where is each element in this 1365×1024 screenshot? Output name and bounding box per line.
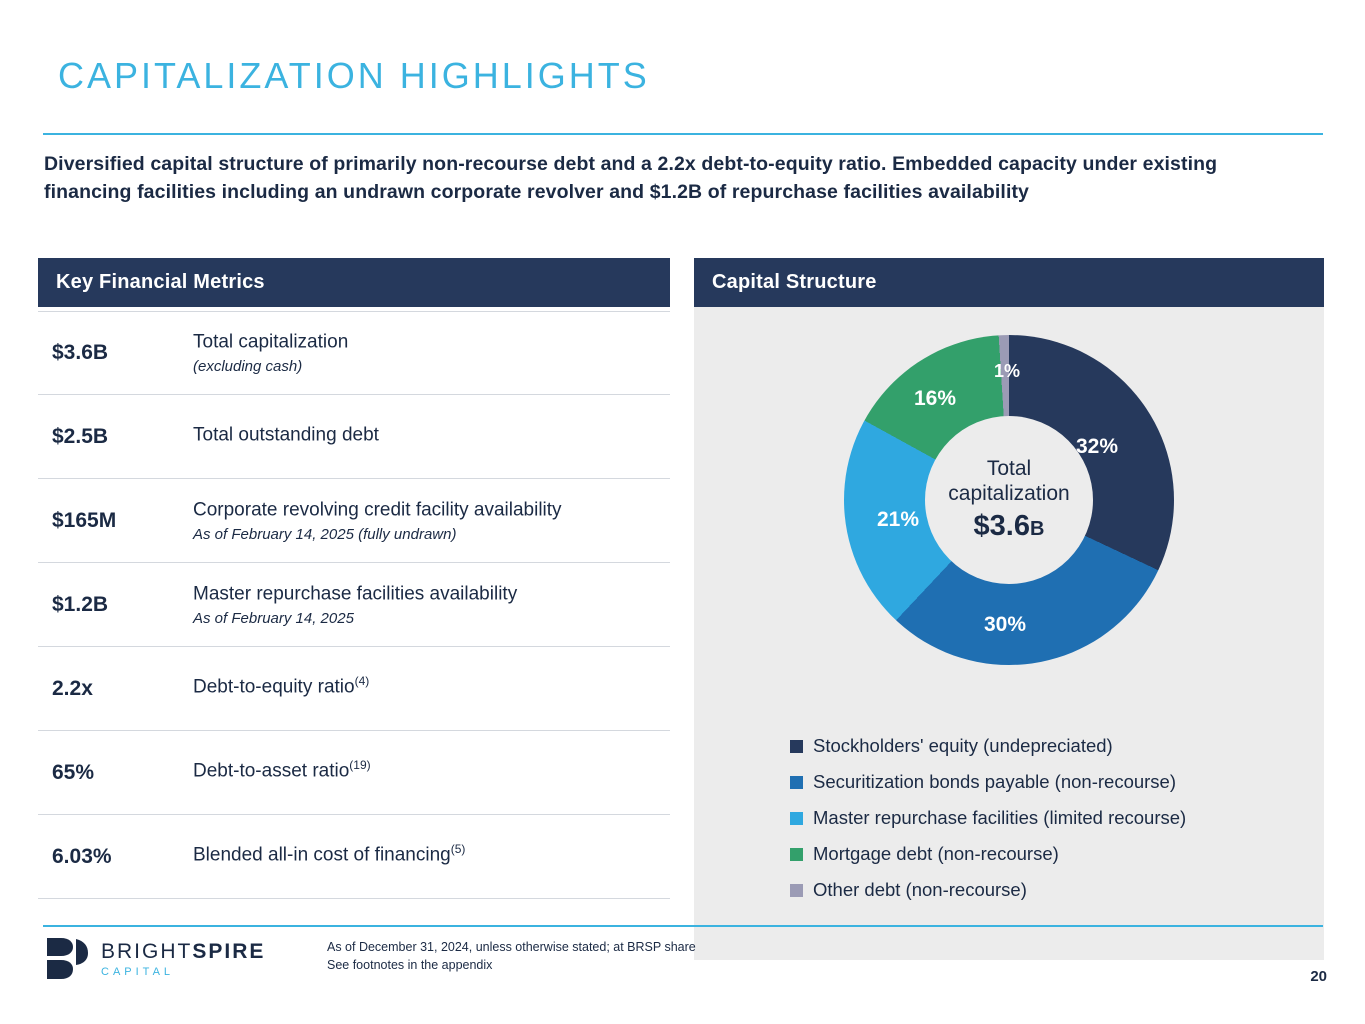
legend-swatch-icon [790,776,803,789]
logo-name-light: BRIGHT [101,939,193,963]
table-row [38,311,670,395]
legend-label: Other debt (non-recourse) [813,879,1027,900]
legend-label: Master repurchase facilities (limited recourse) [813,807,1187,828]
capital-structure-panel [694,258,1324,960]
key-metrics-header: Key Financial Metrics [38,258,670,307]
donut-chart [844,335,1174,665]
legend-item [790,807,1310,829]
table-row [38,395,670,479]
title-divider [43,133,1323,135]
metric-label: Debt-to-asset ratio [193,760,350,782]
slice-label-1: 30% [984,613,1027,636]
legend-item [790,735,1310,757]
metric-description [193,329,670,377]
metric-label: Master repurchase facilities availability [193,583,518,605]
legend-label: Securitization bonds payable (non-recourse) [813,771,1177,792]
metric-value: 6.03% [52,844,112,868]
footnote-line-1: As of December 31, 2024, unless otherwise stated; at BRSP share [327,940,696,954]
metric-value: $3.6B [52,341,109,364]
table-row [38,479,670,563]
legend-swatch-icon [790,848,803,861]
donut-center-value [974,510,1045,543]
metric-description [193,497,670,545]
metric-description [193,581,670,629]
slice-label-4: 1% [994,361,1021,381]
footnotes [327,938,696,974]
metric-note: As of February 14, 2025 [193,609,354,627]
key-financial-metrics-panel [38,258,670,899]
slice-label-2: 21% [877,508,920,531]
table-row [38,647,670,731]
slice-label-3: 16% [914,387,957,410]
legend-item [790,843,1310,865]
capital-structure-header: Capital Structure [694,258,1324,307]
metric-label: Total capitalization [193,331,349,353]
donut-center-unit: B [1030,517,1045,540]
logo-wordmark [101,941,265,978]
metric-value: $2.5B [52,424,109,448]
legend-label: Mortgage debt (non-recourse) [813,843,1059,864]
metric-superscript: (19) [349,758,371,773]
legend-swatch-icon [790,740,803,753]
logo-glyph-icon [45,936,89,982]
metric-label: Corporate revolving credit facility availability [193,499,562,521]
metric-note: As of February 14, 2025 (fully undrawn) [193,525,457,543]
metric-value: $165M [52,508,117,532]
donut-center [925,416,1093,584]
metric-note: (excluding cash) [193,358,303,376]
metric-label: Total outstanding debt [193,424,379,446]
table-row [38,815,670,899]
logo-mark-icon [45,936,89,982]
metric-description [193,674,670,702]
metric-superscript: (5) [450,842,466,857]
metric-description [193,422,670,450]
page-title: CAPITALIZATION HIGHLIGHTS [58,55,650,96]
metric-description [193,842,670,870]
legend-swatch-icon [790,884,803,897]
brightspire-logo [45,936,265,982]
metric-superscript: (4) [354,674,370,689]
legend-item [790,879,1310,901]
metrics-list [38,311,670,899]
metric-value: 65% [52,760,95,784]
logo-name [101,941,265,962]
metric-description [193,758,670,786]
metric-label: Blended all-in cost of financing [193,844,451,866]
legend-swatch-icon [790,812,803,825]
donut-center-amount: $3.6 [973,509,1030,542]
slice-label-0: 32% [1076,435,1119,458]
metric-value: $1.2B [52,592,109,616]
logo-subtitle: CAPITAL [101,965,175,978]
metric-value: 2.2x [52,676,93,700]
page-number: 20 [1310,968,1327,985]
capital-structure-chart [694,307,1324,960]
legend-item [790,771,1310,793]
chart-legend [790,735,1310,915]
metric-label: Debt-to-equity ratio [193,676,355,698]
legend-label: Stockholders' equity (undepreciated) [813,735,1113,756]
footer-divider [43,925,1323,927]
logo-name-bold: SPIRE [192,939,266,963]
slide-subheading: Diversified capital structure of primarily non-recourse debt and a 2.2x debt-to-equity ratio. Embedded capacity under existing financing facilities including an undrawn corporate revolver and $1.2B of repurchase facilities availability [44,153,1218,204]
table-row [38,563,670,647]
donut-center-label: Total capitalization [948,457,1070,505]
footnote-line-2: See footnotes in the appendix [327,958,493,973]
table-row [38,731,670,815]
